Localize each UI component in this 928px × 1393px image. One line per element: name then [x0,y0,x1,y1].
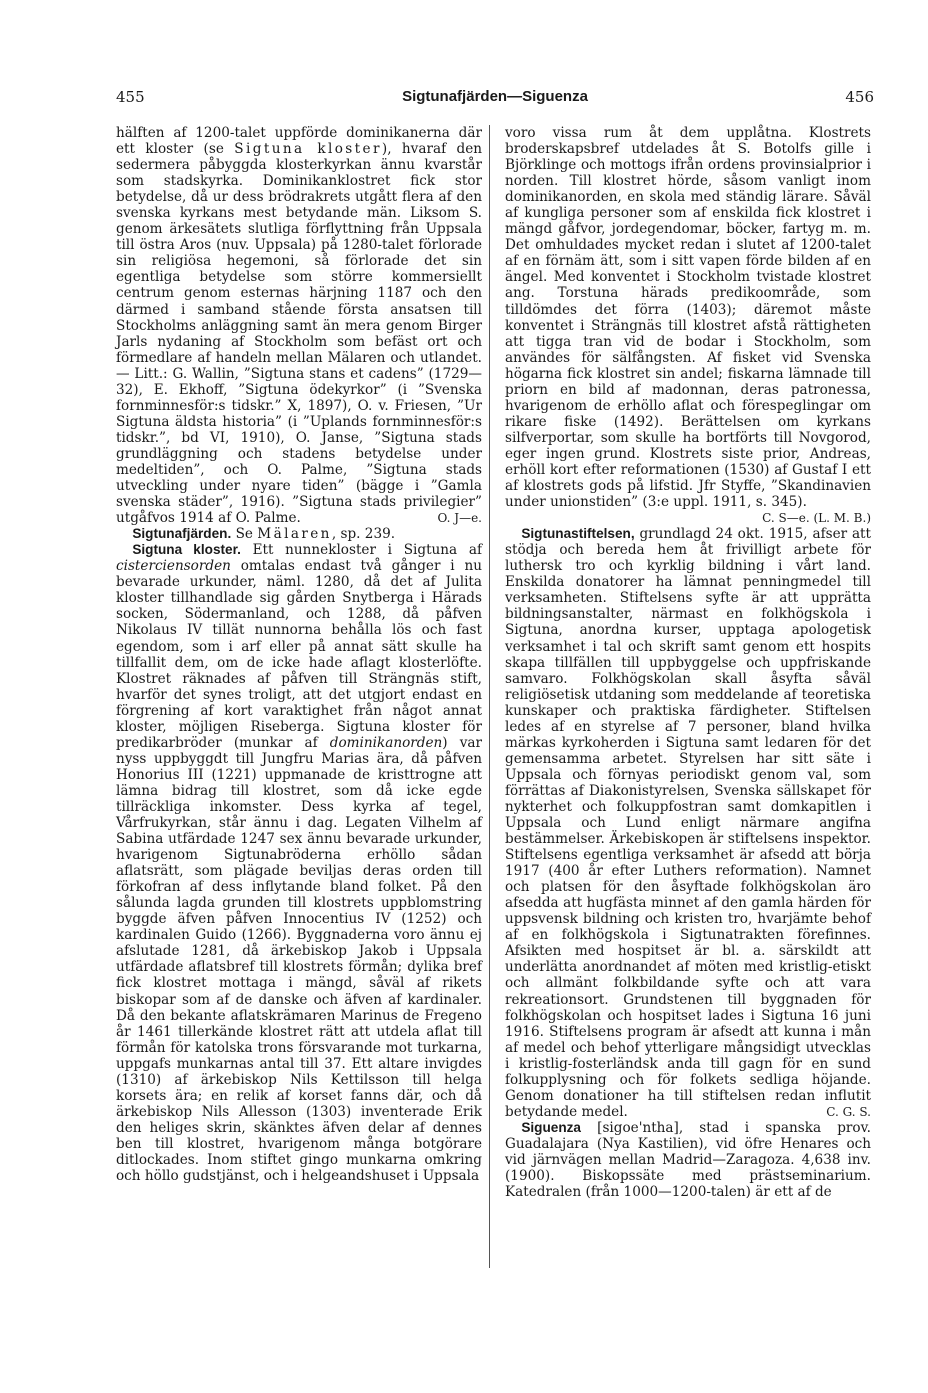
entry-headword: Sigtunafjärden. [132,526,232,542]
column-divider [489,125,490,1268]
entry-headword: Sigtunastiftelsen, [521,526,635,542]
author-signature: C. G. S. [826,1104,871,1119]
entry-sigtunastiftelsen: Sigtunastiftelsen, grundlagd 24 okt. 1915, afser att stödja och bereda hem åt frivilligt arbete för luthersk tro och kyrklig bildning i vårt land. Enskilda donatorer ha lämnat penningmedel till verksamheten. Stiftelsens syfte är att upprätta bildningsanstalter, närmast en folkhögskola i Sigtuna, anordna kurser, upptaga apologetisk verksamhet i tal och skrift samt genom ett hospits skapa tillfällen till uppbyggelse och uppfriskande samvaro. Folkhögskolan skall åsyfta såväl religiösetisk utdaning som meddelande af teoretiska kunskaper och praktiska färdigheter. Stiftelsen ledes af en styrelse af 7 personer, bland hvilka märkas kyrkoherden i Sigtuna samt ledaren för det gemensamma arbetet. Styrelsen har sitt säte i Uppsala och förnyas periodiskt genom val, som förrättas af Diakonistyrelsen, Svenska sällskapet för nykterhet och folkuppfostran samt domkapitlen i Uppsala och Lund enligt närmare angifna bestämmelser. Ärkebiskopen är stiftelsens inspektor. Stiftelsens egentliga verksamhet är afsedd att börja 1917 (400 år efter Luthers reformation). Namnet och platsen för den åsyftade folkhögskolan äro afsedda att hugfästa minnet af den gamla härden för uppsvensk bildning och kristen tro, hvarjämte behof af en folkhögskola i Sigtunatrakten förefinnes. Afsikten med hospitset är bl. a. särskildt att underlätta anordnandet af möten med kristlig-etiskt och allmänt folkbildande syfte och att vara rekreationsort. Grundstenen till byggnaden för folkhögskolan och hospitset lades i Sigtuna 16 juni 1916. Stiftelsens program är afsedt att kunna i mån af medel och behof ytterligare mångsidigt utvecklas i kristlig-fosterländsk anda till gagn för en sund folkupplysning och för folkets sedliga höjande. Genom donationer ha till stiftelsen redan influtit betydande medel. C. G. S. [505,526,871,1120]
page-number-left: 455 [116,88,145,106]
entry-headword: Sigtuna kloster. [132,542,241,558]
entry-sigtuna-kloster: Sigtuna kloster. Ett nunnekloster i Sigtuna af cisterciensorden omtalas endast två gånger i nu bevarade urkunder, näml. 1280, då det af Julita kloster tillhandlade sig gården Snytberga i Härads socken, Södermanland, och 1288, då påfven Nikolaus IV tillät nunnorna behålla lös och fast egendom, som i arf eller på annat sätt skulle ha tillfallit dem, om de icke hade aflagt klosterlöfte. Klostret räknades af påfven till Strängnäs stift, hvarför det synes troligt, att det utgjort endast en förgrening af kort varaktighet från något annat kloster, möjligen Riseberga. Sigtuna kloster för predikarbröder (munkar af dominikanorden) var nyss uppbyggdt till Jungfru Marias ära, då påfven Honorius III (1221) uppmanade de kristtrogne att lämna bidrag till klostret, som då icke egde tillräckliga inkomster. Dess kyrka af tegel, Vårfrukyrkan, står ännu i dag. Legaten Vilhelm af Sabina utfärdade 1247 sex ännu bevarade urkunder, hvarigenom Sigtunabröderna erhöllo sådan aflatsrätt, som plägade beviljas deras orden till förkofran af dess inflytande bland folket. På den sålunda lagda grunden till klostrets uppblomstring byggde äfven påfven Innocentius IV (1252) och kardinalen Guido (1266). Byggnaderna voro ännu ej afslutade 1281, då ärkebiskop Jakob i Uppsala utfärdade aflatsbref till klostrets förmån; dylika bref fick klostret mottaga i mängd, såväl af rikets biskopar som af de danske och äfven af kardinaler. Då den bekante aflatskrämaren Marinus de Fregeno år 1461 tillerkände klostret rätt att utdela aflat till förmån för katolska trons försvarande mot turkarna, uppgafs munkarnas antal till 37. Ett altare invigdes (1310) af ärkebiskop Nils Kettilsson till helga korsets ära; en relik af korset fanns där, och då ärkebiskop Nils Allesson (1303) inventerade Erik den heliges skrin, skänktes äfven delar af dennes ben till klostret, hvarigenom många botgörare ditlockades. Inom stiftet gingo munkarna omkring och höllo gudstjänst, och i helgeandshuset i Uppsala [116,542,482,1185]
right-column [505,125,871,1200]
entry-siguenza: Siguenza [sigoe'ntha], stad i spanska prov. Guadalajara (Nya Kastilien), vid öfre Henares och vid järnvägen mellan Madrid—Zaragoza. 4,638 inv. (1900). Biskopssäte med prästseminarium. Katedralen (från 1000—1200-talen) är ett af de [505,1119,871,1201]
entry-sigtuna-kloster-continued: voro vissa rum åt dem upplåtna. Klostrets broderskapsbref utdelades åt S. Botolfs gille i Björklinge och mottogs ifrån ordens provinsialprior i norden. Till klostret hörde, såsom vanligt inom dominikanorden, en skola med ständig lärare. Såväl af kungliga personer som af enskilda fick klostret i mängd gåfvor, jordegendomar, böcker, fartyg m. m. Det omhuldades mycket redan i slutet af 1200-talet af en förnäm ätt, som i sitt vapen förde bilden af en ängel. Med konventet i Stockholm tvistade klostret ang. Torstuna härads predikoområde, som tilldömdes det förra (1403); däremot måste konventet i Strängnäs till klostret afstå rättigheten att tigga tran vid de bodar i Stockholm, som användes för sälfångsten. Af fisket vid Svenska högarna fick klostret sin andel; fiskarna lämnade till priorn en bild af madonnan, deras patronessa, hvarigenom de erhöllo aflat och förespeglingar om rikare fiske (1492). Berättelsen om kyrkans silfverportar, som skulle ha bortförts till Novgorod, eger ingen grund. Klostrets siste prior, Andreas, erhöll kort efter reformationen (1530) af Gustaf I ett af klostrets gods på lifstid. Jfr Styffe, ”Skandinavien under unionstiden” (3:e uppl. 1911, s. 345). C. S—e. (L. M. B.) [505,125,871,526]
entry-headword: Siguenza [521,1119,581,1135]
left-column [116,125,482,1184]
author-signature: O. J—e. [437,511,482,526]
page-number-right: 456 [845,88,874,106]
running-title: Sigtunafjärden—Siguenza [402,88,588,105]
entry-sigtunafjarden: Sigtunafjärden. Se Mälaren, sp. 239. [132,526,396,543]
entry-sigtuna-continued: hälften af 1200-talet uppförde dominikanerna där ett kloster (se Sigtuna kloster), hvaraf den sedermera påbyggda klosterkyrkan ännu kvarstår som stadskyrka. Dominikanklostret fick stor betydelse, då ur dess brödrakrets utgått flera af den svenska kyrkans mest betydande män. Liksom S. genom ärkesätets slutliga förflyttning från Uppsala till östra Aros (nuv. Uppsala) på 1280-talet förlorade sin religiösa hegemoni, så förlorade det sin egentliga betydelse som större kommersiellt centrum genom esternas härjning 1187 och den därmed i samband stående första ansatsen till Stockholms anläggning samt än mera genom Birger Jarls nydaning af Stockholm som befäst ort och förmedlare af handeln mellan Mälaren och utlandet. — Litt.: G. Wallin, ”Sigtuna stans et cadens” (1729—32), E. Ekhoff, ”Sigtuna ödekyrkor” (i ”Svenska fornminnesför:s tidskr.” X, 1897), O. v. Friesen, ”Ur Sigtuna äldsta historia” (i ”Uplands fornminnesför:s tidskr.”, bd VI, 1910), O. Janse, ”Sigtuna stads grundläggning och stadens betydelse under medeltiden”, och O. Palme, ”Sigtuna stads utveckling under nyare tiden” (bägge i ”Gamla svenska städer”, 1916). ”Sigtuna stads privilegier” utgåfvos 1914 af O. Palme. O. J—e. [116,125,483,527]
page-header [116,88,874,112]
author-signature: C. S—e. (L. M. B.) [762,511,871,526]
